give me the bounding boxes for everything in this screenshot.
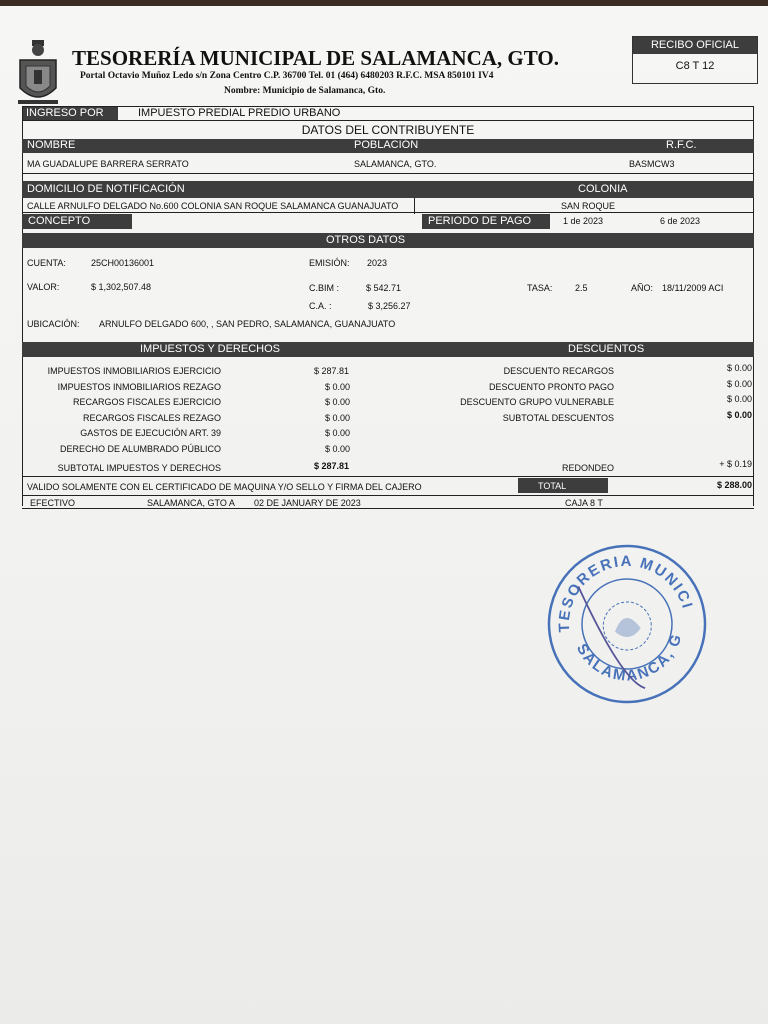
tasa-label: TASA: bbox=[527, 283, 553, 293]
descuento-row-label: SUBTOTAL DESCUENTOS bbox=[502, 412, 614, 423]
concepto-label: CONCEPTO bbox=[28, 215, 91, 227]
redondeo-value: + $ 0.19 bbox=[719, 459, 752, 469]
descuento-row-value: $ 0.00 bbox=[726, 394, 752, 404]
tesoreria-stamp bbox=[533, 529, 721, 718]
periodo-desde: 1 de 2023 bbox=[563, 216, 604, 226]
subtotal-impuestos-label: SUBTOTAL IMPUESTOS Y DERECHOS bbox=[57, 463, 221, 473]
total-bar bbox=[518, 478, 608, 493]
total-label: TOTAL bbox=[538, 481, 567, 491]
ca-value: $ 3,256.27 bbox=[368, 301, 411, 311]
nombre-label: NOMBRE bbox=[27, 139, 76, 151]
ubicacion-label: UBICACIÓN: bbox=[27, 319, 80, 329]
impuesto-row-value: $ 0.00 bbox=[325, 412, 351, 423]
descuento-row-value: $ 0.00 bbox=[726, 363, 752, 373]
total-value: $ 288.00 bbox=[716, 480, 752, 490]
rfc-label: R.F.C. bbox=[666, 139, 697, 151]
nombre-value: MA GUADALUPE BARRERA SERRATO bbox=[27, 159, 189, 169]
ubicacion-value: ARNULFO DELGADO 600, , SAN PEDRO, SALAMANCA, GUANAJUATO bbox=[99, 319, 396, 329]
domicilio-label: DOMICILIO DE NOTIFICACIÓN bbox=[27, 183, 185, 195]
ingreso-label: INGRESO POR bbox=[26, 107, 104, 119]
lugar-text: SALAMANCA, GTO A bbox=[147, 498, 235, 508]
periodo-label: PERIODO DE PAGO bbox=[428, 215, 532, 227]
section-contribuyente: DATOS DEL CONTRIBUYENTE bbox=[301, 123, 475, 137]
impuesto-row-value: $ 0.00 bbox=[325, 428, 351, 438]
receipt-paper bbox=[0, 6, 768, 1024]
ingreso-label-bar bbox=[22, 107, 118, 120]
emision-value: 2023 bbox=[367, 258, 388, 268]
colonia-label: COLONIA bbox=[578, 183, 628, 195]
receipt-box bbox=[632, 36, 758, 84]
svg-text:SALAMANCA, GTO.: SALAMANCA, GTO. bbox=[533, 538, 686, 685]
anio-label: AÑO: bbox=[631, 283, 654, 293]
otros-datos-bar bbox=[22, 233, 754, 248]
valor-label: VALOR: bbox=[27, 282, 60, 292]
descuento-row-label: DESCUENTO PRONTO PAGO bbox=[488, 381, 614, 392]
redondeo-label: REDONDEO bbox=[561, 463, 614, 473]
tasa-value: 2.5 bbox=[575, 283, 588, 293]
cuenta-value: 25CH00136001 bbox=[91, 258, 155, 268]
periodo-hasta: 6 de 2023 bbox=[660, 216, 701, 226]
poblacion-value: SALAMANCA, GTO. bbox=[354, 159, 437, 169]
impuesto-row-value: $ 0.00 bbox=[325, 397, 351, 407]
domicilio-value: CALLE ARNULFO DELGADO No.600 COLONIA SAN ROQUE SALAMANCA GUANAJUATO bbox=[27, 201, 399, 211]
rfc-value: BASMCW3 bbox=[629, 159, 675, 169]
forma-pago: EFECTIVO bbox=[30, 498, 76, 508]
coat-of-arms-logo bbox=[14, 36, 62, 108]
impuesto-row-label: RECARGOS FISCALES EJERCICIO bbox=[72, 397, 221, 407]
valor-value: $ 1,302,507.48 bbox=[91, 282, 152, 292]
institution-address: Portal Octavio Muñoz Ledo s/n Zona Centro C.P. 36700 Tel. 01 (464) 6480203 R.F.C. MSA 850101 IV4 bbox=[80, 71, 494, 81]
descuento-row-label: DESCUENTO GRUPO VULNERABLE bbox=[460, 397, 614, 407]
institution-title: TESORERÍA MUNICIPAL DE SALAMANCA, GTO. bbox=[72, 46, 559, 70]
anio-value: 18/11/2009 ACI bbox=[662, 283, 724, 293]
impuesto-row-label: GASTOS DE EJECUCIÓN ART. 39 bbox=[80, 428, 221, 438]
receipt-number: C8 T 12 bbox=[675, 60, 715, 72]
fecha-text: 02 DE JANUARY DE 2023 bbox=[254, 498, 361, 508]
descuento-row-value: $ 0.00 bbox=[726, 409, 752, 420]
impuesto-row-label: RECARGOS FISCALES REZAGO bbox=[82, 412, 221, 423]
ca-label: C.A. : bbox=[309, 301, 332, 311]
contribuyente-header-bar bbox=[22, 139, 754, 153]
impuesto-row-label: IMPUESTOS INMOBILIARIOS EJERCICIO bbox=[47, 366, 221, 376]
cbim-label: C.BIM : bbox=[309, 283, 340, 293]
cbim-value: $ 542.71 bbox=[366, 283, 402, 293]
descuento-row-value: $ 0.00 bbox=[726, 378, 752, 389]
concepto-bar bbox=[22, 214, 132, 229]
impuesto-row-label: DERECHO DE ALUMBRADO PÚBLICO bbox=[59, 443, 221, 454]
impuesto-row-value: $ 0.00 bbox=[325, 443, 351, 454]
domicilio-header-bar bbox=[22, 181, 754, 198]
descuento-row-label: DESCUENTO RECARGOS bbox=[503, 366, 614, 376]
ingreso-value: IMPUESTO PREDIAL PREDIO URBANO bbox=[138, 107, 341, 119]
impuestos-label: IMPUESTOS Y DERECHOS bbox=[140, 343, 280, 355]
caja-text: CAJA 8 T bbox=[565, 498, 603, 508]
otros-datos-label: OTROS DATOS bbox=[326, 234, 406, 246]
impuesto-row-label: IMPUESTOS INMOBILIARIOS REZAGO bbox=[57, 381, 221, 392]
subtotal-impuestos-value: $ 287.81 bbox=[314, 461, 350, 471]
valido-text: VALIDO SOLAMENTE CON EL CERTIFICADO DE MAQUINA Y/O SELLO Y FIRMA DEL CAJERO bbox=[27, 482, 422, 492]
colonia-value: SAN ROQUE bbox=[561, 201, 616, 211]
impuestos-descuentos-bar bbox=[22, 342, 754, 357]
emision-label: EMISIÓN: bbox=[309, 258, 350, 268]
cuenta-label: CUENTA: bbox=[27, 258, 66, 268]
institution-subtitle: Nombre: Municipio de Salamanca, Gto. bbox=[224, 86, 386, 96]
impuesto-row-value: $ 0.00 bbox=[325, 381, 351, 392]
receipt-label: RECIBO OFICIAL bbox=[633, 37, 757, 54]
descuentos-label: DESCUENTOS bbox=[568, 343, 645, 355]
poblacion-label: POBLACIÓN bbox=[354, 139, 419, 151]
svg-text:TESORERIA MUNICIPAL: TESORERIA MUNICIPAL bbox=[533, 538, 697, 633]
impuesto-row-value: $ 287.81 bbox=[314, 366, 350, 376]
periodo-bar bbox=[422, 214, 550, 229]
